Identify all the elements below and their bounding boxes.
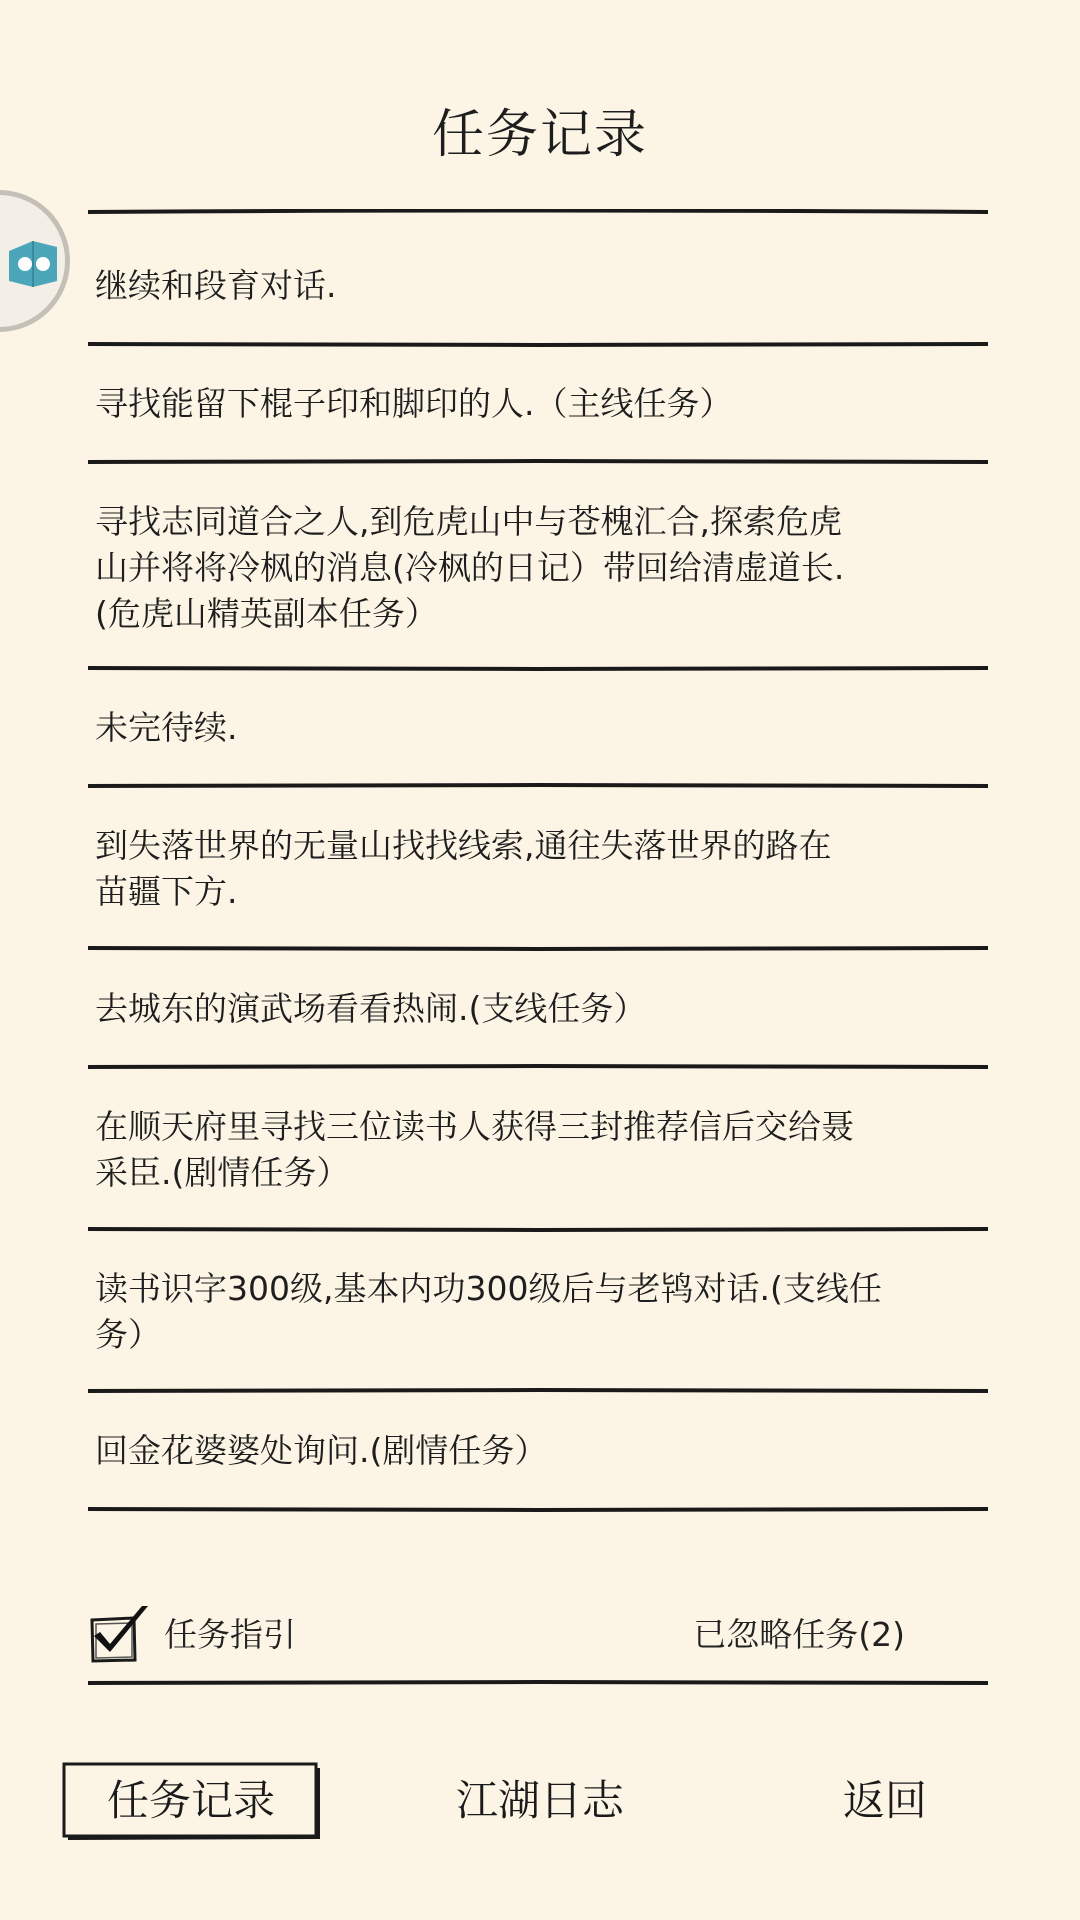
- assistant-icon: [3, 237, 61, 289]
- floating-assistant-button[interactable]: [0, 190, 70, 332]
- quest-item[interactable]: 到失落世界的无量山找找线索,通往失落世界的路在 苗疆下方.: [95, 826, 832, 911]
- ignored-quests-link[interactable]: 已忽略任务(2): [693, 1615, 905, 1654]
- quest-item[interactable]: 继续和段育对话.: [95, 266, 337, 305]
- quest-item[interactable]: 寻找志同道合之人,到危虎山中与苍槐汇合,探索危虎 山并将将冷枫的消息(冷枫的日记）带回给清虚道长. (危虎山精英副本任务）: [95, 502, 845, 633]
- divider: [88, 1226, 988, 1232]
- divider: [88, 459, 988, 465]
- divider: [88, 945, 988, 951]
- divider: [88, 783, 988, 789]
- quest-item[interactable]: 未完待续.: [95, 708, 238, 747]
- divider: [88, 1064, 988, 1070]
- divider: [88, 1680, 988, 1686]
- divider: [88, 209, 988, 215]
- page-title: 任务记录: [431, 105, 648, 165]
- quest-item[interactable]: 回金花婆婆处询问.(剧情任务）: [95, 1431, 548, 1470]
- tab-quest-record-label: 任务记录: [106, 1776, 275, 1825]
- tab-jianghu-journal[interactable]: 江湖日志: [455, 1776, 624, 1825]
- quest-item[interactable]: 在顺天府里寻找三位读书人获得三封推荐信后交给聂 采臣.(剧情任务）: [95, 1107, 854, 1192]
- quest-guide-checkbox[interactable]: [88, 1600, 152, 1664]
- back-button[interactable]: 返回: [842, 1776, 927, 1825]
- divider: [88, 1506, 988, 1512]
- quest-item[interactable]: 读书识字300级,基本内功300级后与老鸨对话.(支线任 务）: [95, 1269, 882, 1354]
- divider: [88, 665, 988, 671]
- quest-guide-label: 任务指引: [164, 1615, 296, 1654]
- quest-item[interactable]: 去城东的演武场看看热闹.(支线任务）: [95, 989, 647, 1028]
- quest-item[interactable]: 寻找能留下棍子印和脚印的人.（主线任务）: [95, 384, 733, 423]
- tab-quest-record[interactable]: [62, 1762, 320, 1840]
- divider: [88, 341, 988, 347]
- divider: [88, 1388, 988, 1394]
- checkmark-icon: [94, 1606, 148, 1652]
